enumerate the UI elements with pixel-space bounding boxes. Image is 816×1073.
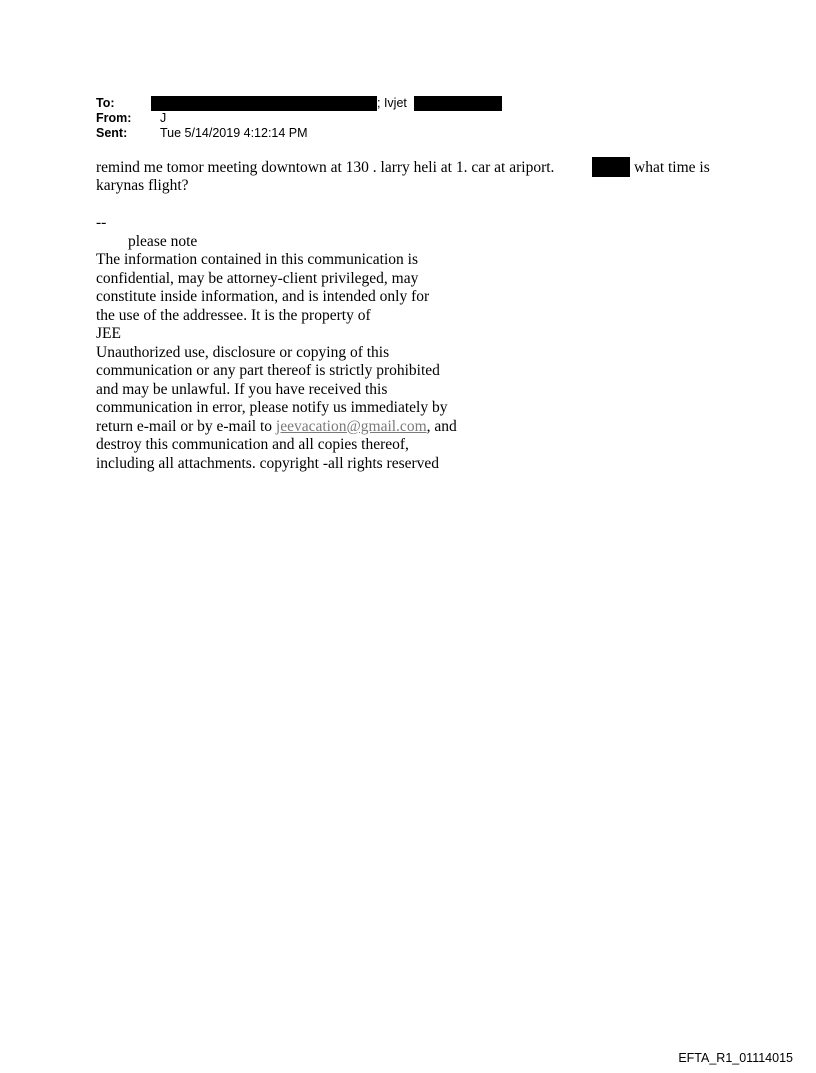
signature-separator (96, 214, 106, 232)
message-line-2 (96, 177, 189, 195)
redaction-block (592, 157, 630, 177)
message-text: what time is (634, 159, 710, 176)
disclaimer-line: JEE (96, 325, 121, 342)
disclaimer-block (96, 251, 457, 473)
disclaimer-line: including all attachments. copyright -all rights reserved (96, 454, 440, 472)
to-fragment: ; Ivjet (377, 96, 407, 110)
disclaimer-line: and may be unlawful. If you have received this (96, 380, 388, 398)
message-text: remind me tomor meeting downtown at 130 . larry heli at 1. car at ariport. (96, 159, 555, 176)
to-label: To: (96, 96, 115, 110)
disclaimer-heading-text: please note (128, 233, 198, 250)
disclaimer-line: Unauthorized use, disclosure or copying of this (96, 343, 390, 361)
disclaimer-line: destroy this communication and all copies thereof, (96, 436, 409, 453)
sent-label: Sent: (96, 126, 128, 140)
separator-text: -- (96, 214, 107, 231)
disclaimer-line: communication in error, please notify us immediately by (96, 399, 448, 416)
email-link[interactable]: jeevacation@gmail.com (275, 417, 427, 435)
redaction-block (414, 96, 502, 111)
disclaimer-line: The information contained in this communication is (96, 251, 418, 268)
disclaimer-line: constitute inside information, and is intended only for (96, 288, 430, 305)
from-label: From: (96, 111, 132, 125)
message-line-1 (96, 159, 554, 177)
message-line-1-end (634, 159, 710, 177)
disclaimer-line: communication or any part thereof is strictly prohibited (96, 362, 440, 379)
redaction-block (151, 96, 377, 111)
disclaimer-heading (128, 233, 197, 251)
disclaimer-line: confidential, may be attorney-client privileged, may (96, 269, 419, 287)
disclaimer-line: the use of the addressee. It is the property of (96, 306, 371, 324)
email-line-prefix: return e-mail or by e-mail to (96, 417, 276, 435)
disclaimer-email-line (96, 418, 457, 437)
email-line-suffix: , and (426, 417, 457, 435)
sent-value: Tue 5/14/2019 4:12:14 PM (160, 126, 308, 140)
from-value: J (160, 111, 167, 125)
document-id: EFTA_R1_01114015 (678, 1051, 793, 1065)
message-text: karynas flight? (96, 177, 189, 194)
